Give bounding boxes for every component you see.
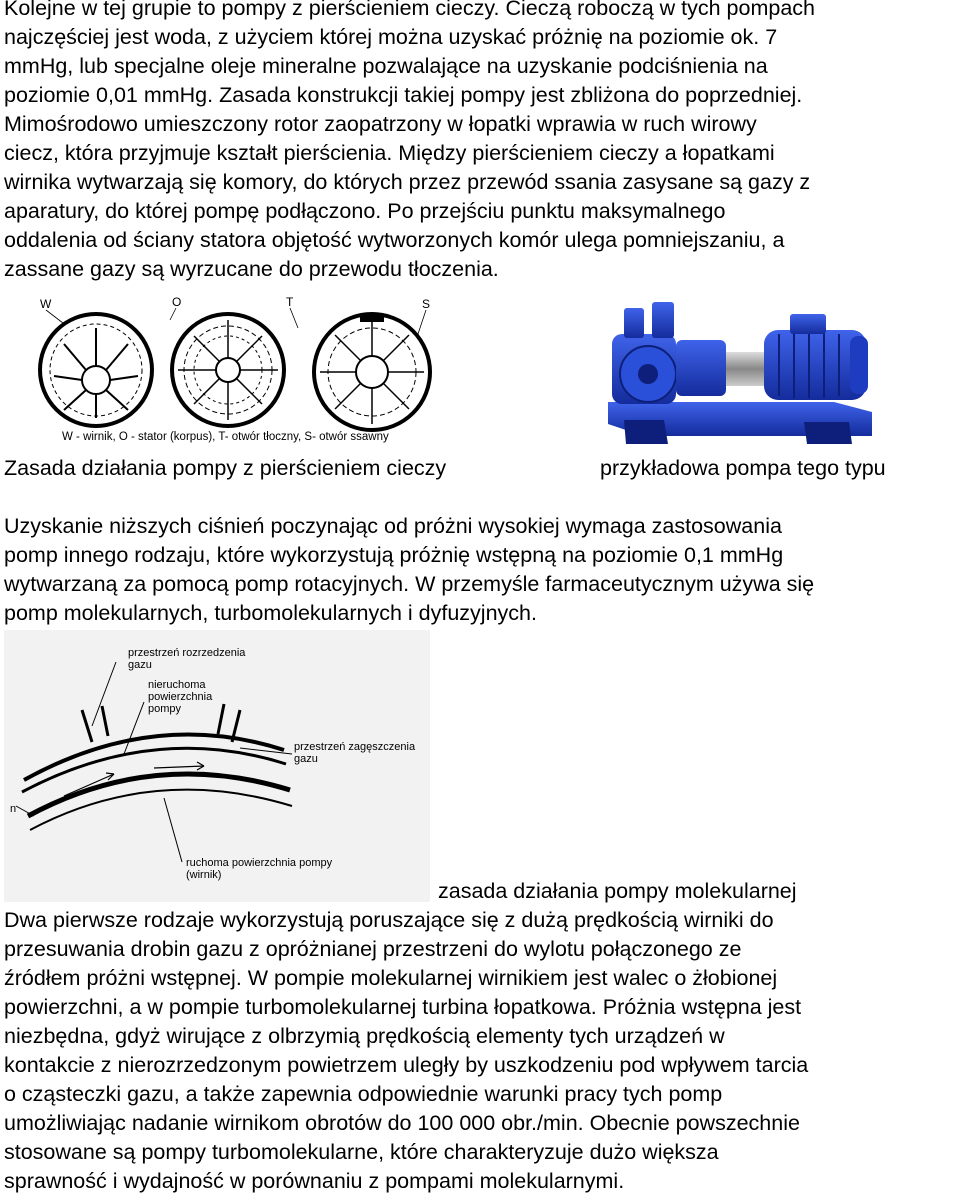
text-line: Dwa pierwsze rodzaje wykorzystują poruszające się z dużą prędkością wirniki do xyxy=(4,908,774,932)
label-moving-1: ruchoma powierzchnia pompy xyxy=(186,857,333,869)
caption-molecular-pump: zasada działania pompy molekularnej xyxy=(438,879,797,903)
text-line: Kolejne w tej grupie to pompy z pierścieniem cieczy. Cieczą roboczą w tych pompach xyxy=(4,0,815,20)
label-moving-2: (wirnik) xyxy=(186,869,222,881)
example-pump-image xyxy=(604,294,874,446)
text-line: wytwarzaną za pomocą pomp rotacyjnych. W przemyśle farmaceutycznym używa się xyxy=(4,572,815,596)
molecular-pump-diagram xyxy=(4,630,430,902)
text-line: źródłem próżni wstępnej. W pompie molekularnej wirnikiem jest walec o żłobionej xyxy=(4,966,778,990)
text-line: poziomie 0,01 mmHg. Zasada konstrukcji takiej pompy jest zbliżona do poprzedniej. xyxy=(4,83,803,107)
label-rarefied-1: przestrzeń rozrzedzenia xyxy=(128,647,246,659)
label-stationary-3: pompy xyxy=(148,703,182,715)
text-line: mmHg, lub specjalne oleje mineralne pozwalające na uzyskanie podciśnienia na xyxy=(4,54,768,78)
label-compressed-2: gazu xyxy=(294,753,318,765)
text-line: najczęściej jest woda, z użyciem której można uzyskać próżnię na poziomie ok. 7 xyxy=(4,25,778,49)
text-line: przesuwania drobin gazu z opróżnianej przestrzeni do wylotu połączonego ze xyxy=(4,937,742,961)
text-line: aparatury, do której pompę podłączono. Po przejściu punktu maksymalnego xyxy=(4,199,726,223)
text-line: stosowane są pompy turbomolekularne, które charakteryzuje dużo większa xyxy=(4,1140,719,1164)
paragraph-liquid-ring-pump xyxy=(4,0,959,284)
text-line: oddalenia od ściany statora objętość wytworzonych komór ulega pomniejszaniu, a xyxy=(4,228,785,252)
text-line: Uzyskanie niższych ciśnień poczynając od próżni wysokiej wymaga zastosowania xyxy=(4,514,782,538)
rotor-diagram-3 xyxy=(314,314,430,430)
text-line: sprawność i wydajność w porównaniu z pompami molekularnymi. xyxy=(4,1169,625,1193)
text-line: pomp innego rodzaju, które wykorzystują próżnię wstępną na poziomie 0,1 mmHg xyxy=(4,543,784,567)
text-line: o cząsteczki gazu, a także zapewnia odpowiednie warunki pracy tych pomp xyxy=(4,1082,723,1106)
label-rarefied-2: gazu xyxy=(128,659,152,671)
paragraph-high-vacuum xyxy=(4,512,959,628)
text-line: umożliwiając nadanie wirnikom obrotów do 100 000 obr./min. Obecnie powszechnie xyxy=(4,1111,800,1135)
label-w: W xyxy=(40,297,52,311)
text-line: kontakcie z nierozrzedzonym powietrzem uległy by uszkodzeniu pod wpływem tarcia xyxy=(4,1053,809,1077)
text-line: zassane gazy są wyrzucane do przewodu tłoczenia. xyxy=(4,257,499,281)
rotor-diagram-1 xyxy=(40,314,152,426)
paragraph-molecular-pumps xyxy=(4,906,959,1196)
label-compressed-1: przestrzeń zagęszczenia xyxy=(294,741,416,753)
caption-ring-pump: Zasada działania pompy z pierścieniem cieczy xyxy=(4,456,447,480)
liquid-ring-pump-diagram xyxy=(32,290,442,448)
label-stationary-1: nieruchoma xyxy=(148,679,206,691)
text-line: wirnika wytwarzają się komory, do których przez przewód ssania zasysane są gazy z xyxy=(4,170,811,194)
label-n: n xyxy=(10,803,17,815)
text-line: niezbędna, gdyż wirujące z olbrzymią prędkością elementy tych urządzeń w xyxy=(4,1024,725,1048)
text-line: pomp molekularnych, turbomolekularnych i dyfuzyjnych. xyxy=(4,601,537,625)
text-line: powierzchni, a w pompie turbomolekularnej turbina łopatkowa. Próżnia wstępna jest xyxy=(4,995,802,1019)
text-line: Mimośrodowo umieszczony rotor zaopatrzony w łopatki wprawia w ruch wirowy xyxy=(4,112,757,136)
label-s: S xyxy=(422,297,431,311)
label-stationary-2: powierzchnia xyxy=(148,691,213,703)
text-line: ciecz, która przyjmuje kształt pierścienia. Między pierścieniem cieczy a łopatkami xyxy=(4,141,775,165)
caption-example-pump: przykładowa pompa tego typu xyxy=(600,456,886,480)
label-t: T xyxy=(286,295,294,309)
rotor-diagram-2 xyxy=(172,314,284,426)
label-o: O xyxy=(172,295,182,309)
ring-figure-legend: W - wirnik, O - stator (korpus), T- otwór tłoczny, S- otwór ssawny xyxy=(62,431,389,443)
